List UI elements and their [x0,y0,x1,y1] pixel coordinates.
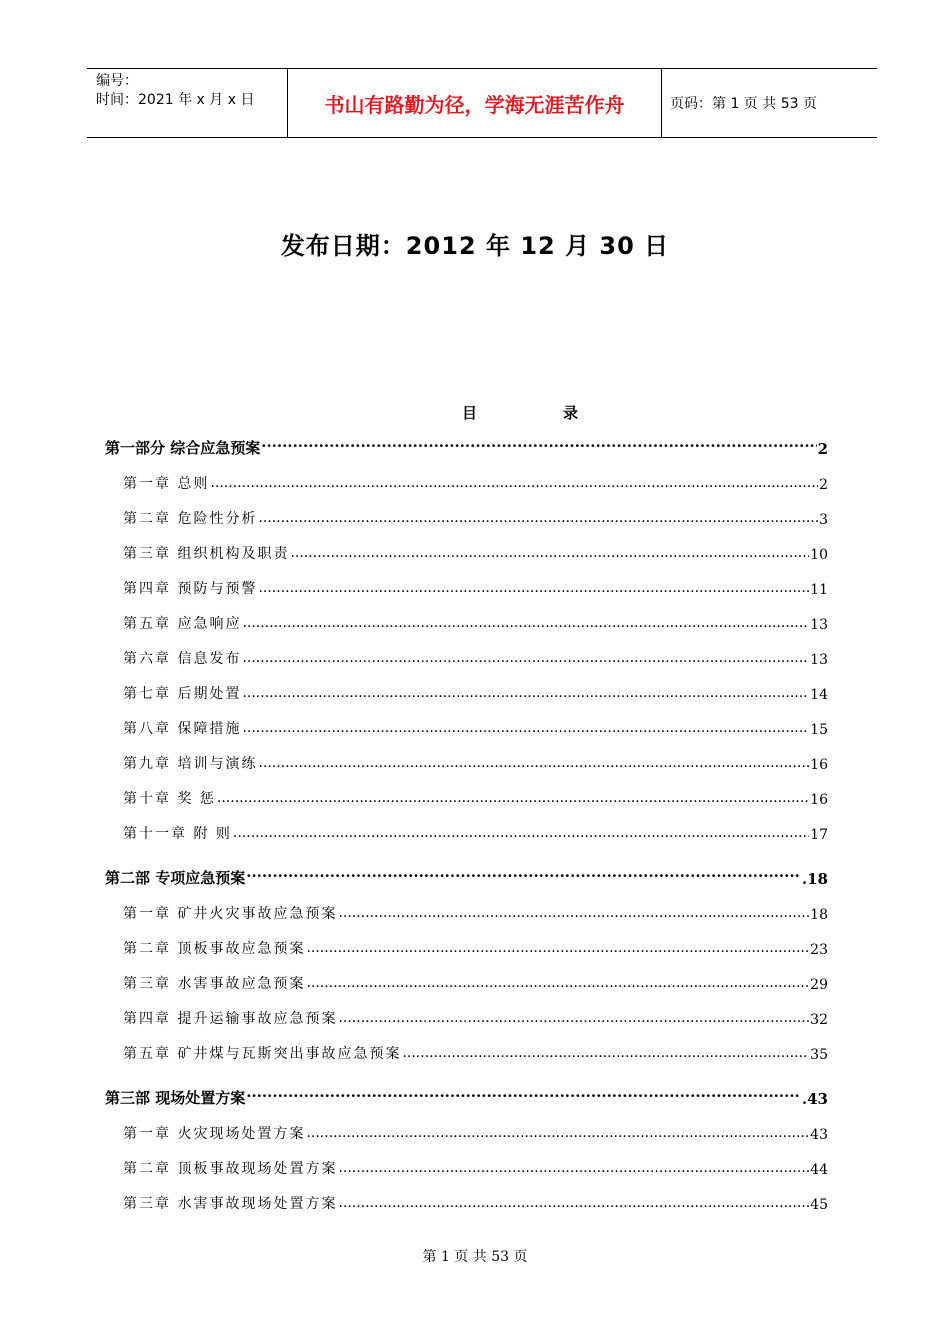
toc-leader-dots [246,1088,801,1108]
toc-title-left: 目 [462,404,478,422]
toc-entry[interactable] [105,471,828,493]
toc-entry-part-2[interactable] [105,866,828,888]
toc-entry-label: 第八章 保障措施 [123,721,242,737]
toc-entry[interactable] [105,646,828,668]
header-info-cell [87,69,288,137]
toc-leader-dots [242,683,809,703]
toc-entry-label: 第四章 提升运输事故应急预案 [123,1011,338,1027]
toc-entry-page: 10 [810,547,828,563]
toc-entry-page: 32 [810,1012,828,1028]
toc-leader-dots [290,543,809,563]
toc-leader-dots [402,1043,809,1063]
toc-entry-page: 13 [810,652,828,668]
toc-leader-dots [338,1158,809,1178]
toc-entry-part-1[interactable] [105,436,828,458]
toc-leader-dots [338,903,809,923]
toc-entry-page: 11 [810,582,828,598]
toc-entry-label: 第三章 水害事故应急预案 [123,976,306,992]
publish-date: 发布日期：2012 年 12 月 30 日 [280,232,670,260]
toc-entry-page: .18 [801,870,828,888]
toc-title [0,402,950,424]
document-number-label: 编号： [96,73,138,89]
toc-entry-page: 2 [819,477,828,493]
toc-entry-page: 44 [810,1162,828,1178]
toc-entry-label: 第五章 矿井煤与瓦斯突出事故应急预案 [123,1046,402,1062]
toc-entry[interactable] [105,576,828,598]
toc-entry-page: 17 [810,827,828,843]
toc-leader-dots [242,613,809,633]
toc-entry-label: 第五章 应急响应 [123,616,242,632]
toc-entry-page: 23 [810,942,828,958]
toc-leader-dots [306,1123,809,1143]
toc-entry-label: 第三部 现场处置方案 [105,1089,246,1107]
toc-entry-label: 第二章 顶板事故应急预案 [123,941,306,957]
toc-entry-page: 16 [810,757,828,773]
header-page-label: 页码：第 1 页 共 53 页 [670,96,817,112]
toc-leader-dots [306,973,809,993]
toc-leader-dots [217,788,809,808]
toc-entry-label: 第二章 危险性分析 [123,511,258,527]
toc-entry-page: 43 [810,1127,828,1143]
header-table [87,68,877,138]
toc-entry[interactable] [105,506,828,528]
toc-leader-dots [338,1008,809,1028]
page-footer: 第 1 页 共 53 页 [422,1249,528,1265]
toc-leader-dots [258,578,809,598]
toc-entry-page: 45 [810,1197,828,1213]
toc-leader-dots [306,938,809,958]
toc-entry-page: 35 [810,1047,828,1063]
toc-entry[interactable] [105,971,828,993]
toc-leader-dots [261,438,816,458]
toc-entry[interactable] [105,1121,828,1143]
toc-entry[interactable] [105,901,828,923]
toc-entry-page: .43 [801,1090,828,1108]
toc-entry-label: 第十章 奖 惩 [123,791,216,807]
toc-entry-label: 第一章 总则 [123,476,210,492]
toc-entry-label: 第三章 组织机构及职责 [123,546,290,562]
toc-entry-page: 18 [810,907,828,923]
toc-entry-label: 第一部分 综合应急预案 [105,439,261,457]
toc-entry-page: 16 [810,792,828,808]
toc-entry-label: 第十一章 附 则 [123,826,232,842]
toc-leader-dots [210,473,818,493]
toc-leader-dots [258,753,809,773]
toc-entry-page: 2 [817,440,828,458]
toc-title-right: 录 [563,404,579,422]
toc-entry-page: 14 [810,687,828,703]
toc-entry-label: 第三章 水害事故现场处置方案 [123,1196,338,1212]
toc-entry[interactable] [105,1041,828,1063]
toc-entry[interactable] [105,1006,828,1028]
toc-entry-label: 第二部 专项应急预案 [105,869,246,887]
toc-leader-dots [233,823,809,843]
toc-entry-part-3[interactable] [105,1086,828,1108]
toc-entry[interactable] [105,541,828,563]
toc-leader-dots [246,868,801,888]
toc-entry-label: 第七章 后期处置 [123,686,242,702]
toc-entry[interactable] [105,751,828,773]
toc-entry[interactable] [105,1156,828,1178]
toc-entry-label: 第九章 培训与演练 [123,756,258,772]
toc-entry[interactable] [105,681,828,703]
toc-leader-dots [338,1193,809,1213]
toc-entry[interactable] [105,786,828,808]
toc-entry[interactable] [105,611,828,633]
toc-entry-label: 第六章 信息发布 [123,651,242,667]
toc-entry-label: 第二章 顶板事故现场处置方案 [123,1161,338,1177]
toc-entry-label: 第四章 预防与预警 [123,581,258,597]
toc-leader-dots [258,508,818,528]
toc-leader-dots [242,718,809,738]
toc-leader-dots [242,648,809,668]
toc-entry[interactable] [105,821,828,843]
toc-entry-page: 3 [819,512,828,528]
toc-entry-page: 13 [810,617,828,633]
toc-entry[interactable] [105,1191,828,1213]
toc-entry-label: 第一章 矿井火灾事故应急预案 [123,906,338,922]
toc-entry-label: 第一章 火灾现场处置方案 [123,1126,306,1142]
toc-entry[interactable] [105,716,828,738]
header-motto: 书山有路勤为径，学海无涯苦作舟 [288,69,662,137]
toc-entry[interactable] [105,936,828,958]
toc-entry-page: 29 [810,977,828,993]
toc-entry-page: 15 [810,722,828,738]
document-time-label: 时间：2021 年 x 月 x 日 [96,92,255,108]
